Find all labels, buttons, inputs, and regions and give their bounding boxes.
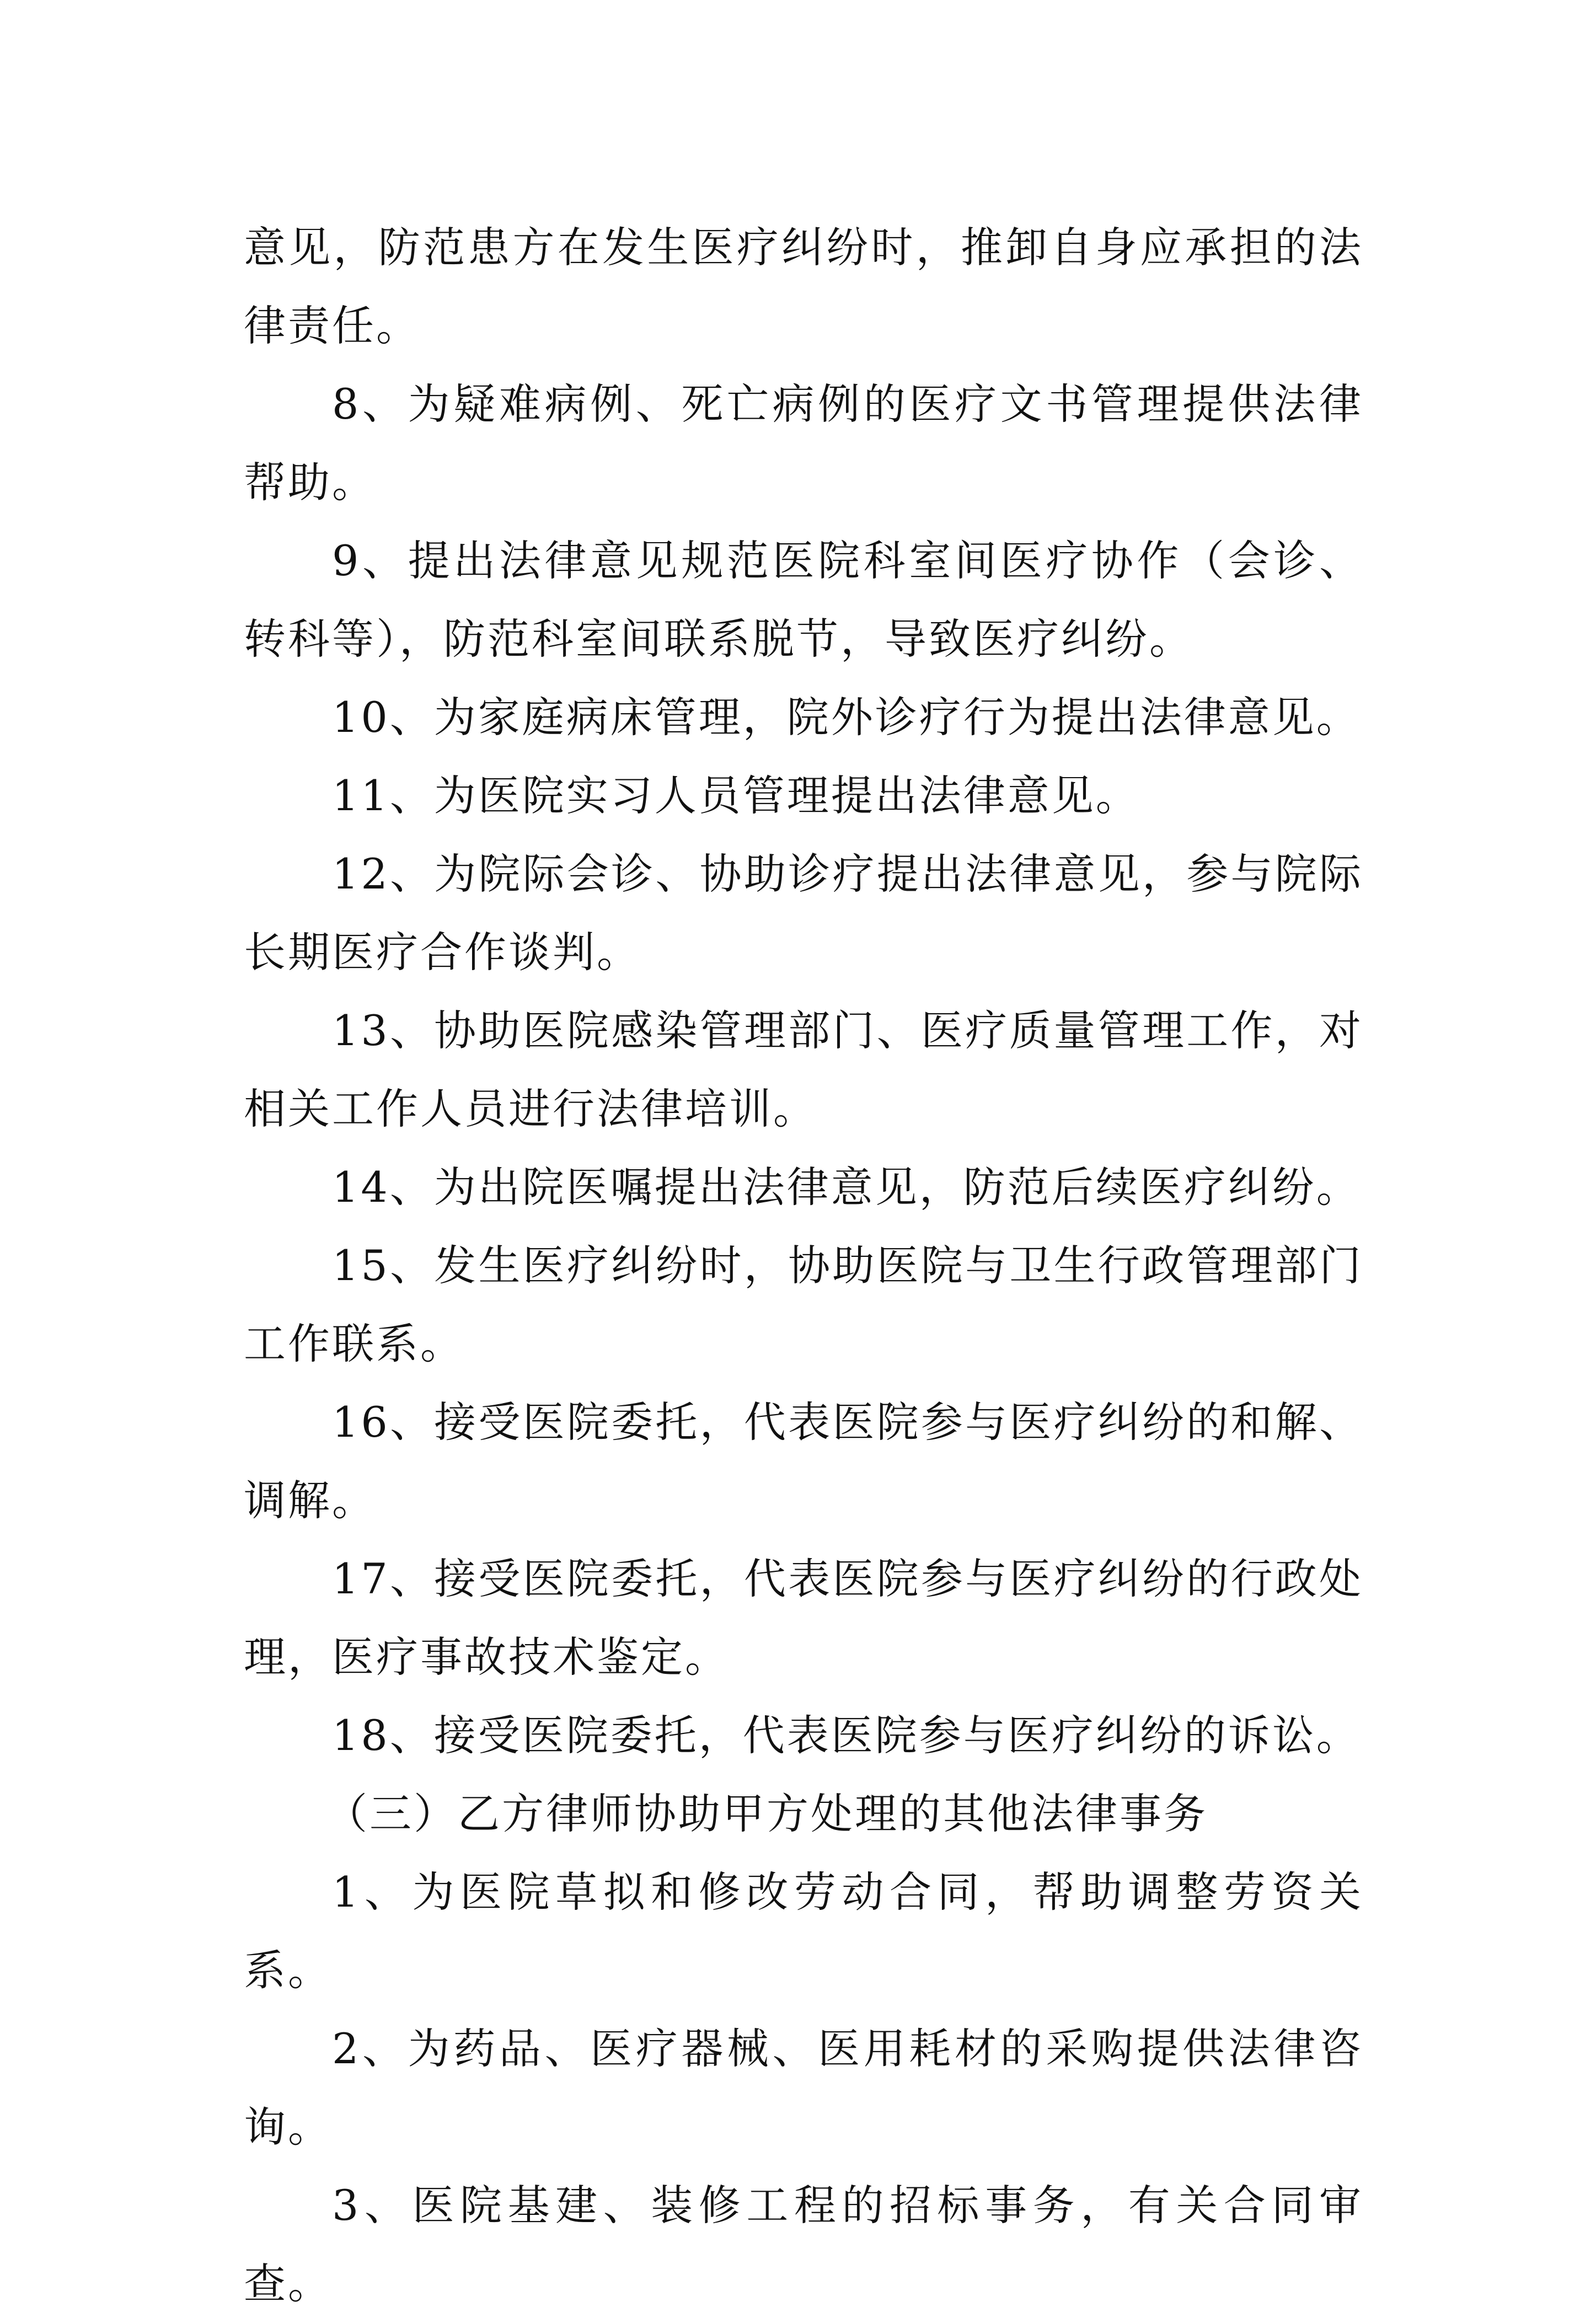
- paragraph-item-18: 18、接受医院委托，代表医院参与医疗纠纷的诉讼。: [332, 1711, 1361, 1760]
- paragraph-item-16: 16、接受医院委托，代表医院参与医疗纠纷的和解、调解。: [244, 1398, 1363, 1525]
- paragraph-item-8: 8、为疑难病例、死亡病例的医疗文书管理提供法律帮助。: [244, 379, 1363, 507]
- paragraph-item-9: 9、提出法律意见规范医院科室间医疗协作（会诊、转科等），防范科室间联系脱节，导致医疗纠纷。: [244, 536, 1363, 663]
- paragraph-item-10: 10、为家庭病床管理，院外诊疗行为提出法律意见。: [332, 693, 1361, 742]
- paragraph-continued: 意见，防范患方在发生医疗纠纷时，推卸自身应承担的法律责任。: [244, 223, 1363, 350]
- document-body: [244, 208, 1363, 2323]
- paragraph-section3-item-2: 2、为药品、医疗器械、医用耗材的采购提供法律咨询。: [244, 2024, 1363, 2151]
- paragraph-item-15: 15、发生医疗纠纷时，协助医院与卫生行政管理部门工作联系。: [244, 1241, 1363, 1368]
- paragraph-item-14: 14、为出院医嘱提出法律意见，防范后续医疗纠纷。: [332, 1163, 1361, 1212]
- paragraph-item-13: 13、协助医院感染管理部门、医疗质量管理工作，对相关工作人员进行法律培训。: [244, 1006, 1363, 1133]
- paragraph-section3-item-3: 3、医院基建、装修工程的招标事务，有关合同审查。: [244, 2181, 1363, 2308]
- section-heading-3: （三）乙方律师协助甲方处理的其他法律事务: [325, 1789, 1208, 1838]
- paragraph-item-12: 12、为院际会诊、协助诊疗提出法律意见，参与院际长期医疗合作谈判。: [244, 849, 1363, 977]
- paragraph-item-11: 11、为医院实习人员管理提出法律意见。: [332, 771, 1140, 820]
- paragraph-item-17: 17、接受医院委托，代表医院参与医疗纠纷的行政处理，医疗事故技术鉴定。: [244, 1554, 1363, 1682]
- paragraph-section3-item-1: 1、为医院草拟和修改劳动合同，帮助调整劳资关系。: [244, 1867, 1363, 1995]
